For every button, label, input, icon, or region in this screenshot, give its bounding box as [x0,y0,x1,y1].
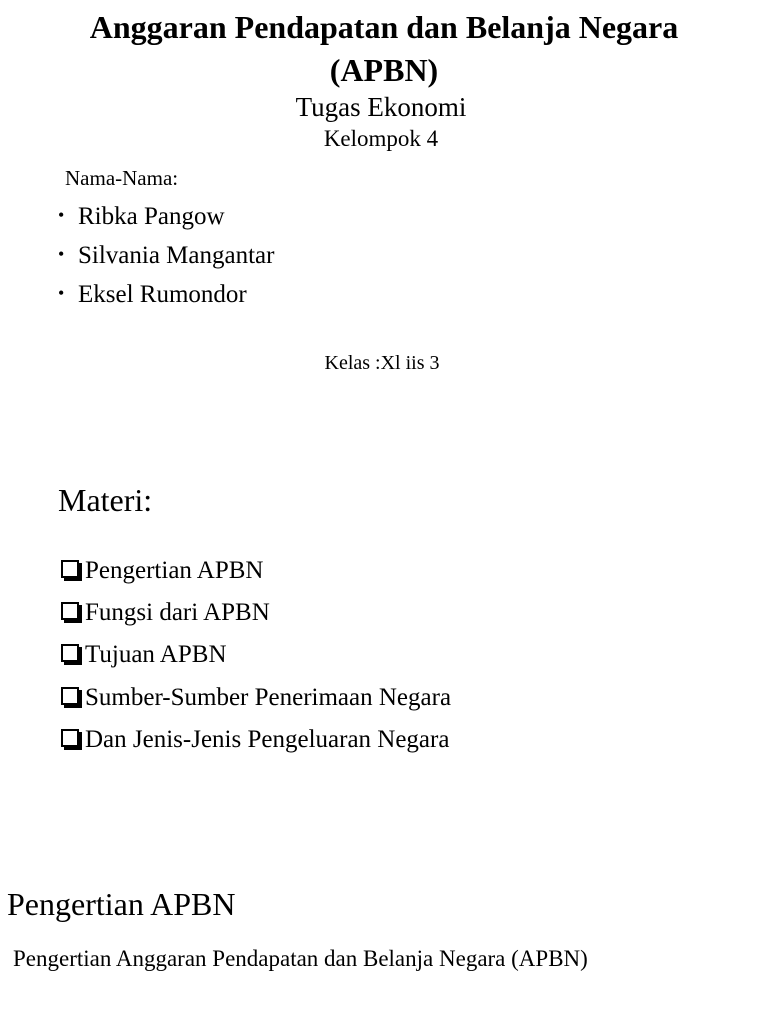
name-list-item [58,238,274,272]
bullet-icon: • [58,205,65,225]
bullet-icon: • [58,283,65,303]
class-info: Kelas :Xl iis 3 [324,352,440,374]
checkbox-bullet-icon [61,602,79,620]
materi-heading: Materi: [58,482,153,518]
name-text: Eksel Rumondor [78,281,247,308]
materi-item-text: Fungsi dari APBN [85,599,270,626]
name-text: Ribka Pangow [78,203,225,230]
name-text: Silvania Mangantar [78,242,275,269]
checkbox-bullet-icon [61,687,79,705]
materi-item-text: Tujuan APBN [85,641,227,668]
materi-item-text: Dan Jenis-Jenis Pengeluaran Negara [85,726,450,753]
checkbox-bullet-icon [61,560,79,578]
materi-item-text: Pengertian APBN [85,557,264,584]
name-list-item [58,277,247,311]
document-title-line1: Anggaran Pendapatan dan Belanja Negara [89,9,679,45]
materi-list-item [61,597,270,629]
bullet-icon: • [58,244,65,264]
document-subtitle: Tugas Ekonomi [295,92,467,122]
section-heading: Pengertian APBN [7,886,236,922]
name-list-item [58,199,225,233]
materi-item-text: Sumber-Sumber Penerimaan Negara [85,684,452,711]
names-label: Nama-Nama: [65,166,179,190]
materi-list-item [61,682,451,714]
checkbox-bullet-icon [61,644,79,662]
group-label: Kelompok 4 [323,126,439,151]
checkbox-bullet-icon [61,729,79,747]
materi-list-item [61,555,263,587]
document-title-line2: (APBN) [329,52,439,88]
section-paragraph: Pengertian Anggaran Pendapatan dan Belanja Negara (APBN) [13,946,588,971]
materi-list-item [61,639,227,671]
materi-list-item [61,724,449,756]
